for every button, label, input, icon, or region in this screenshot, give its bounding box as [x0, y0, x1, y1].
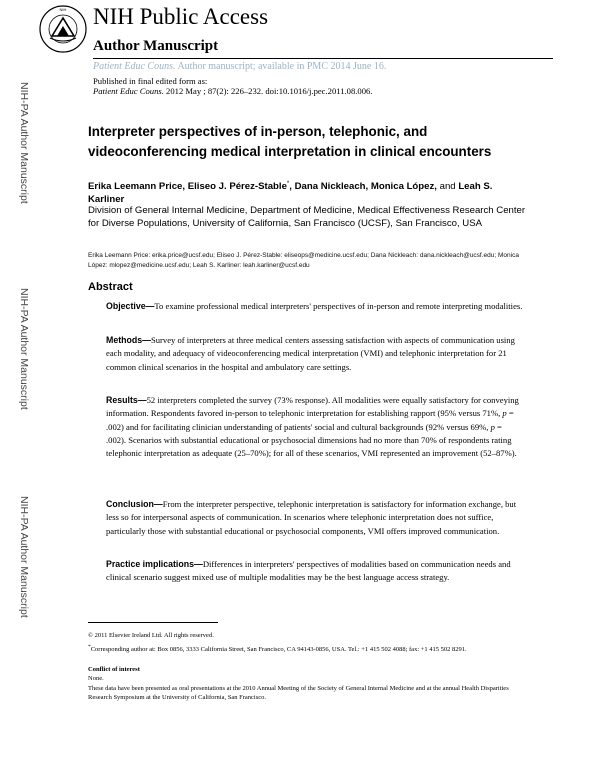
header-subtitle: Author Manuscript [93, 38, 219, 54]
presentation-note: These data have been presented as oral presentations at the 2010 Annual Meeting of the Society of General Internal Medicine and at the annual Health Disparities Research Symposium at the University of California, San Francisco. [88, 685, 509, 701]
published-label: Published in final edited form as: [93, 76, 208, 86]
corresponding-author-note: *Corresponding author at: Box 0856, 3333 California Street, San Francisco, CA 94143-0856, USA. Tel.: +1 415 502 4088; fax: +1 415 502 8291. [88, 644, 467, 654]
footnote-rule [88, 622, 218, 623]
abstract-practice-implications: Practice implications—Differences in interpreters' perspectives of modalities based on communication needs and clinical scenario suggest mixed use of multiple modalities may be the best language access strategy. [106, 559, 511, 583]
abstract-conclusion: Conclusion—From the interpreter perspective, telephonic interpretation is satisfactory for information exchange, but less so for interpersonal aspects of communication. In scenarios where telephonic interpretation does not suffice, particularly those with substantial educational or psychosocial components, VMI offers improved communication. [106, 499, 517, 536]
abstract-objective: Objective—To examine professional medical interpreters' perspectives of in-person and remote interpreting modalities. [106, 301, 523, 311]
header-availability: Author manuscript; available in PMC 2014 June 16. [177, 61, 387, 72]
author-emails: Erika Leemann Price: erika.price@ucsf.edu; Eliseo J. Pérez-Stable: eliseops@medicine.ucsf.edu; Dana Nickleach: dana.nickleach@ucsf.edu; Monica López: mlopez@medicine.ucsf.edu; Leah S. Karliner: leah.karliner@ucsf.edu [88, 252, 519, 269]
abstract-methods: Methods—Survey of interpreters at three medical centers assessing satisfaction with aspects of communication using each modality, and adequacy of videoconferencing medical interpretation (VMI) and telephonic interpretation for 21 common clinical scenarios in the hospital and ambulatory care settings. [106, 335, 515, 372]
conflict-heading: Conflict of interest [88, 666, 140, 673]
publication-citation [93, 86, 372, 96]
article-title: Interpreter perspectives of in-person, telephonic, and videoconferencing medical interpretation in clinical encounters [88, 124, 492, 159]
header-rule [93, 58, 553, 59]
header-journal-line [93, 61, 386, 72]
header-title: NIH Public Access [93, 4, 269, 29]
affiliation: Division of General Internal Medicine, Department of Medicine, Medical Effectiveness Research Center for Diverse Populations, University of California, San Francisco (UCSF), San Francisco, USA [88, 205, 526, 229]
copyright-note: © 2011 Elsevier Ireland Ltd. All rights reserved. [88, 632, 214, 639]
citation-journal: Patient Educ Couns. [93, 86, 164, 96]
author-list: Erika Leemann Price, Eliseo J. Pérez-Stable*, Dana Nickleach, Monica López, and Leah S. Karliner [88, 181, 493, 206]
abstract-results: Results—52 interpreters completed the survey (73% response). All modalities were equally satisfactory for conveying information. Respondents favored in-person to telephonic interpretation for establishing rapport (95% versus 71%, p = .002) and for facilitating clinician understanding of patients' social and cultural backgrounds (92% versus 69%, p = .002). Scenarios with substantial educational or psychosocial dimensions had no more than 70% of respondents rating telephonic interpretation as adequate (25–70%); for all of these scenarios, VMI represented an improvement (52–87%). [106, 395, 519, 459]
abstract-heading: Abstract [88, 281, 133, 293]
conflict-text: None. [88, 675, 104, 682]
header-journal-name: Patient Educ Couns. [93, 61, 176, 72]
nih-seal-logo [38, 4, 88, 54]
svg-text:NIH: NIH [59, 7, 67, 12]
citation-details: 2012 May ; 87(2): 226–232. doi:10.1016/j.pec.2011.08.006. [166, 86, 373, 96]
